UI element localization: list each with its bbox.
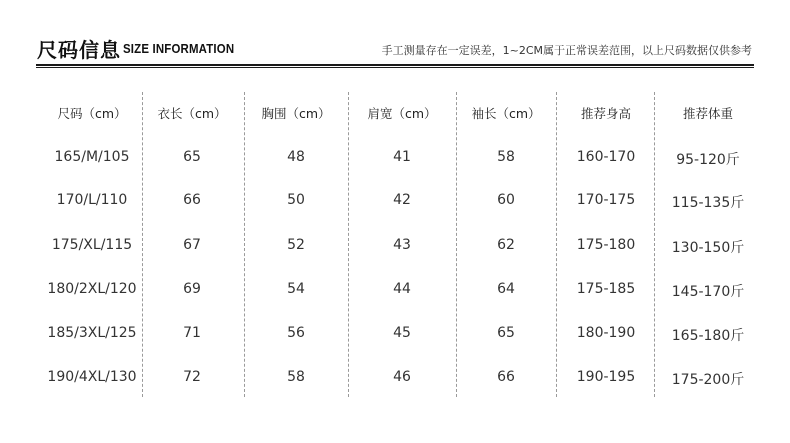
table-cell: 69 [183,281,201,297]
table-cell: 190/4XL/130 [47,369,137,385]
table-cell: 43 [393,237,411,253]
table-cell: 48 [287,149,305,165]
table-cell: 190-195 [576,369,636,385]
table-cell: 66 [183,192,201,208]
table-cell: 62 [497,237,515,253]
table-cell: 41 [393,149,411,165]
column-header: 推荐身高 [580,106,631,121]
table-cell: 65 [183,149,201,165]
table-cell: 115-135斤 [671,195,745,211]
table-cell: 56 [287,325,305,341]
table-cell: 71 [183,325,201,341]
table-cell: 130-150斤 [671,240,745,256]
table-cell: 175/XL/115 [51,237,133,253]
table-cell: 145-170斤 [671,284,745,300]
table-cell: 42 [393,192,411,208]
table-cell: 165/M/105 [54,149,130,165]
table-cell: 58 [287,369,305,385]
table-cell: 72 [183,369,201,385]
table-cell: 165-180斤 [671,328,745,344]
table-cell: 180/2XL/120 [47,281,137,297]
column-header: 肩宽（cm） [367,106,437,121]
column-header: 衣长（cm） [157,106,227,121]
table-cell: 64 [497,281,515,297]
table-cell: 95-120斤 [676,152,740,168]
table-cell: 58 [497,149,515,165]
page-title-cn: 尺码信息 [37,38,121,62]
column-header: 推荐体重 [682,106,733,121]
table-cell: 180-190 [576,325,636,341]
column-header: 袖长（cm） [471,106,541,121]
table-cell: 175-185 [576,281,636,297]
column-header: 胸围（cm） [261,106,331,121]
table-cell: 175-200斤 [671,372,745,388]
header-divider [36,64,754,66]
table-cell: 46 [393,369,411,385]
table-cell: 50 [287,192,305,208]
table-cell: 175-180 [576,237,636,253]
measurement-note: 手工测量存在一定误差，1~2CM属于正常误差范围，以上尺码数据仅供参考 [381,44,752,57]
table-cell: 66 [497,369,515,385]
table-cell: 170-175 [576,192,636,208]
table-cell: 170/L/110 [56,192,128,208]
table-cell: 65 [497,325,515,341]
table-cell: 185/3XL/125 [47,325,137,341]
header-divider-thin [36,67,754,68]
table-cell: 60 [497,192,515,208]
column-header: 尺码（cm） [57,106,127,121]
table-cell: 67 [183,237,201,253]
table-cell: 160-170 [576,149,636,165]
table-cell: 54 [287,281,305,297]
table-cell: 44 [393,281,411,297]
table-cell: 52 [287,237,305,253]
table-cell: 45 [393,325,411,341]
page-title-en: SIZE INFORMATION [123,41,235,56]
